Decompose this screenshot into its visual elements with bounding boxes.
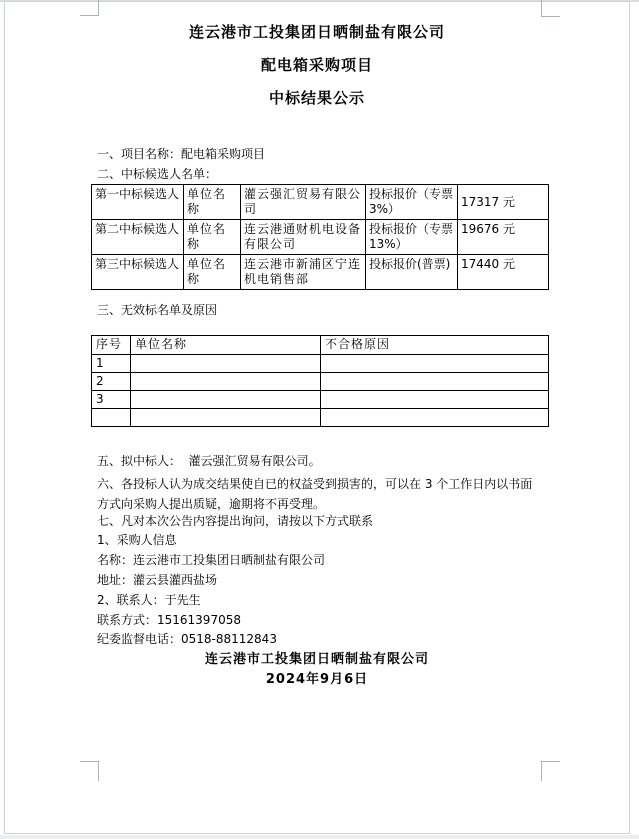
unit-name-cell: 灌云强汇贸易有限公司	[241, 185, 366, 220]
app-background-bottom	[0, 835, 639, 839]
bid-amount-cell: 17317 元	[458, 185, 549, 220]
invalid-unit-cell	[131, 373, 321, 391]
unit-label-cell: 单位名称	[184, 220, 241, 255]
candidate-row-2	[92, 220, 549, 255]
bid-price-label-cell: 投标报价（专票13%）	[366, 220, 458, 255]
crop-mark-bottom-right	[541, 761, 560, 781]
invalid-bids-table	[91, 335, 549, 427]
doc-title-project: 配电箱采购项目	[260, 56, 373, 74]
invalid-unit-cell	[131, 355, 321, 373]
invalid-unit-cell	[131, 391, 321, 409]
invalid-seq-cell: 1	[92, 355, 131, 373]
crop-mark-top-right	[541, 0, 560, 17]
candidate-rank-cell: 第三中标候选人	[92, 255, 184, 290]
section-inquiry-intro: 七、凡对本次公告内容提出询问，请按以下方式联系	[97, 514, 374, 528]
section-objection-notice: 六、各投标人认为成交结果使自已的权益受到损害的，可以在 3 个工作日内以书面方式向采购人提出质疑，逾期将不再受理。	[97, 477, 533, 511]
unit-name-cell: 连云港市新浦区宁连机电销售部	[241, 255, 366, 290]
invalid-row-2	[92, 373, 549, 391]
candidate-row-3	[92, 255, 549, 290]
purchaser-info-heading: 1、采购人信息	[97, 533, 177, 547]
section-invalid-heading: 三、无效标名单及原因	[97, 303, 218, 317]
section-project-name: 一、项目名称：配电箱采购项目	[97, 147, 266, 161]
bid-price-label-cell: 投标报价(普票)	[366, 255, 458, 290]
invalid-unit-cell	[131, 409, 321, 427]
invalid-reason-cell	[321, 409, 549, 427]
doc-title-company: 连云港市工投集团日晒制盐有限公司	[188, 23, 445, 41]
section-proposed-winner: 五、拟中标人： 灌云强汇贸易有限公司。	[97, 454, 321, 468]
unit-name-cell: 连云港通财机电设备有限公司	[241, 220, 366, 255]
invalid-reason-cell	[321, 373, 549, 391]
invalid-seq-cell: 2	[92, 373, 131, 391]
invalid-header-unit: 单位名称	[131, 336, 321, 355]
invalid-header-seq: 序号	[92, 336, 131, 355]
purchaser-address: 地址：灌云县灌西盐场	[97, 573, 218, 587]
candidate-rank-cell: 第二中标候选人	[92, 220, 184, 255]
unit-label-cell: 单位名称	[184, 185, 241, 220]
footer-date: 2024年9月6日	[265, 672, 369, 687]
candidate-row-1	[92, 185, 549, 220]
doc-title-announcement: 中标结果公示	[268, 89, 365, 107]
bid-price-label-cell: 投标报价（专票3%）	[366, 185, 458, 220]
invalid-table-header-row	[92, 336, 549, 355]
candidate-rank-cell: 第一中标候选人	[92, 185, 184, 220]
contact-phone: 联系方式：15161397058	[97, 613, 241, 627]
section-candidates-heading: 二、中标候选人名单：	[97, 167, 218, 181]
footer-company: 连云港市工投集团日晒制盐有限公司	[204, 652, 429, 667]
bid-amount-cell: 17440 元	[458, 255, 549, 290]
supervision-phone: 纪委监督电话：0518-88112843	[97, 632, 277, 646]
invalid-row-4	[92, 409, 549, 427]
purchaser-name: 名称：连云港市工投集团日晒制盐有限公司	[97, 553, 326, 567]
unit-label-cell: 单位名称	[184, 255, 241, 290]
candidates-table	[91, 184, 549, 290]
bid-amount-cell: 19676 元	[458, 220, 549, 255]
invalid-header-reason: 不合格原因	[321, 336, 549, 355]
invalid-reason-cell	[321, 355, 549, 373]
crop-mark-top-left	[80, 0, 99, 16]
invalid-seq-cell: 3	[92, 391, 131, 409]
invalid-row-1	[92, 355, 549, 373]
contact-person: 2、联系人：于先生	[97, 593, 201, 607]
crop-mark-bottom-left	[80, 761, 99, 781]
invalid-reason-cell	[321, 391, 549, 409]
invalid-seq-cell	[92, 409, 131, 427]
invalid-row-3	[92, 391, 549, 409]
